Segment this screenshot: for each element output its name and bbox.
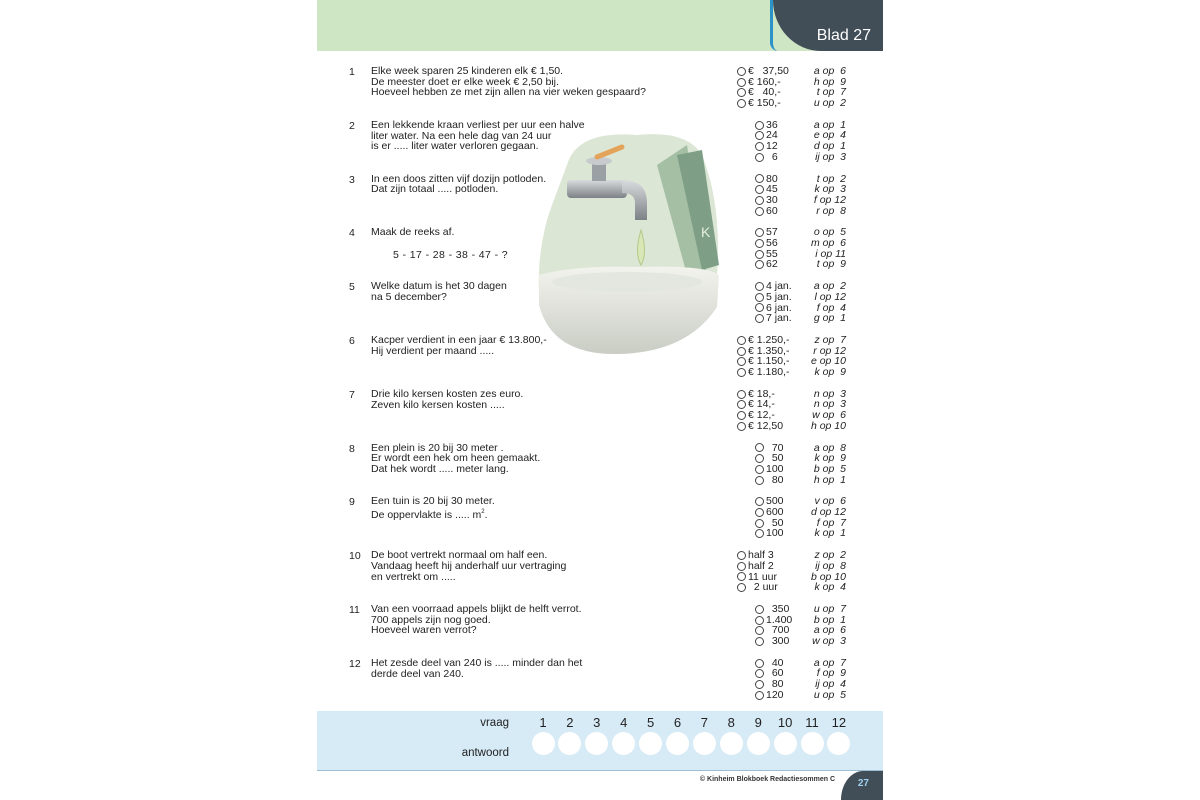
question-number: 10 xyxy=(349,550,361,563)
radio-circle-icon[interactable] xyxy=(755,121,764,130)
letter-code: k op 1 xyxy=(814,527,846,540)
question-line-text: Kacper verdient in een jaar € 13.800,- xyxy=(371,334,547,346)
option-value: 30 xyxy=(766,193,778,206)
radio-circle-icon[interactable] xyxy=(755,185,764,194)
radio-circle-icon[interactable] xyxy=(755,605,764,614)
answer-options xyxy=(755,174,778,217)
question-line xyxy=(371,625,582,636)
letter-code: k op 9 xyxy=(814,452,846,465)
radio-circle-icon[interactable] xyxy=(755,250,764,259)
letter-code: h op 1 xyxy=(813,473,846,486)
letter-code: r op 8 xyxy=(816,204,846,217)
question-text xyxy=(371,227,454,238)
answer-option[interactable] xyxy=(755,206,778,217)
letter-code: v op 6 xyxy=(814,495,846,508)
option-value: 80 xyxy=(766,678,784,691)
radio-circle-icon[interactable] xyxy=(737,368,746,377)
radio-circle-icon[interactable] xyxy=(755,314,764,323)
letter-code: b op 10 xyxy=(810,570,846,583)
question-line-text: Een tuin is 20 bij 30 meter. xyxy=(371,495,495,508)
page-number-tab xyxy=(841,771,883,800)
question-line-text: is er ..... liter water verloren gegaan. xyxy=(371,140,539,153)
letter-code: z op 7 xyxy=(814,334,846,346)
radio-circle-icon[interactable] xyxy=(737,390,746,399)
letter-code: o op 5 xyxy=(813,226,846,239)
radio-circle-icon[interactable] xyxy=(755,669,764,678)
letter-codes xyxy=(808,227,846,270)
question-6 xyxy=(317,335,883,387)
answer-circle[interactable] xyxy=(693,732,716,755)
answer-option[interactable] xyxy=(755,292,792,303)
vraag-number: 7 xyxy=(700,715,708,730)
question-number: 5 xyxy=(349,281,355,294)
radio-circle-icon[interactable] xyxy=(755,626,764,635)
radio-circle-icon[interactable] xyxy=(755,659,764,668)
letter-code: i op 11 xyxy=(815,247,846,260)
letter-code: t op 9 xyxy=(816,258,846,271)
answer-circle[interactable] xyxy=(585,732,608,755)
letter-code: u op 5 xyxy=(813,688,846,701)
letter-code: d op 1 xyxy=(813,140,846,153)
letter-codes xyxy=(808,174,846,217)
letter-code: k op 3 xyxy=(814,183,846,196)
letter-code: e op 4 xyxy=(813,129,846,142)
radio-circle-icon[interactable] xyxy=(737,583,746,592)
question-line-text: Zeven kilo kersen kosten ..... xyxy=(371,398,505,411)
line-end: . xyxy=(484,509,488,522)
question-line-text: Maak de reeks af. xyxy=(371,226,455,239)
letter-code: z op 2 xyxy=(814,549,846,562)
option-value: 50 xyxy=(766,516,784,529)
option-value: € 1.350,- xyxy=(748,344,790,357)
vraag-number: 5 xyxy=(646,715,655,730)
option-value: 5 jan. xyxy=(766,290,792,303)
option-value: 80 xyxy=(766,473,784,486)
letter-code: u op 7 xyxy=(813,603,846,615)
question-line-text: Het zesde deel van 240 is ..... minder dan het xyxy=(371,656,583,669)
letter-codes xyxy=(808,281,846,324)
number-sequence: 5 - 17 - 28 - 38 - 47 - ? xyxy=(393,249,509,262)
question-line-text: Drie kilo kersen kosten zes euro. xyxy=(371,387,524,400)
vraag-number: 8 xyxy=(727,715,735,730)
answer-circle[interactable] xyxy=(827,732,850,755)
answer-circle[interactable] xyxy=(801,732,824,755)
letter-code: a op 6 xyxy=(813,65,846,77)
letter-code: ij op 8 xyxy=(815,559,846,572)
question-text xyxy=(371,174,546,195)
question-line xyxy=(371,227,454,238)
question-line-text: 700 appels zijn nog goed. xyxy=(371,613,491,626)
question-text xyxy=(371,550,566,582)
vraag-number: 4 xyxy=(620,715,628,730)
radio-circle-icon[interactable] xyxy=(755,239,764,248)
question-line-text: Er wordt een hek om heen gemaakt. xyxy=(371,452,541,465)
question-line xyxy=(371,400,523,411)
radio-circle-icon[interactable] xyxy=(737,347,746,356)
answer-option[interactable] xyxy=(737,98,789,109)
radio-circle-icon[interactable] xyxy=(737,400,746,409)
question-line-text: na 5 december? xyxy=(371,290,447,303)
answer-option[interactable] xyxy=(755,152,778,163)
question-line-text: Een lekkende kraan verliest per uur een halve xyxy=(371,118,585,131)
option-value: half 2 xyxy=(748,559,774,572)
letter-code: t op 7 xyxy=(816,86,846,99)
question-1 xyxy=(317,66,883,118)
option-value: 55 xyxy=(766,247,778,260)
question-line-text: Van een voorraad appels blijkt de helft verrot. xyxy=(371,603,582,615)
question-line xyxy=(371,346,547,357)
radio-circle-icon[interactable] xyxy=(755,303,764,312)
letter-code: w op 3 xyxy=(812,635,846,648)
question-line-text: Vandaag heeft hij anderhalf uur vertraging xyxy=(371,559,567,572)
question-10 xyxy=(317,550,883,602)
question-line xyxy=(371,292,507,303)
question-number: 11 xyxy=(349,604,360,616)
option-value: € 12,50 xyxy=(748,419,784,432)
letter-code: b op 1 xyxy=(813,613,846,626)
option-value: 2 uur xyxy=(748,581,778,594)
question-text xyxy=(371,496,495,520)
radio-circle-icon[interactable] xyxy=(737,67,746,76)
option-value: 1.400 xyxy=(766,613,793,626)
question-line xyxy=(371,464,540,475)
option-value: 70 xyxy=(766,441,784,454)
letter-code: a op 6 xyxy=(813,624,846,637)
option-value: 80 xyxy=(766,172,778,185)
option-value: 300 xyxy=(766,635,790,648)
question-8 xyxy=(317,443,883,495)
letter-code: g op 1 xyxy=(813,312,846,325)
question-line xyxy=(371,496,495,507)
letter-code: w op 6 xyxy=(812,409,846,422)
option-value: 45 xyxy=(766,183,778,196)
letter-codes xyxy=(808,120,846,163)
question-number: 6 xyxy=(349,335,355,347)
question-text xyxy=(371,120,585,152)
letter-codes xyxy=(808,604,846,647)
answer-options xyxy=(755,443,784,486)
question-text xyxy=(371,443,540,475)
answer-option[interactable] xyxy=(755,690,784,701)
answer-option[interactable] xyxy=(755,475,784,486)
option-value: 120 xyxy=(766,688,784,701)
question-number: 1 xyxy=(349,66,355,78)
answer-circle[interactable] xyxy=(612,732,635,755)
question-line-text: In een doos zitten vijf dozijn potloden. xyxy=(371,172,547,185)
answer-option[interactable] xyxy=(737,582,778,593)
letter-code: f op 12 xyxy=(813,193,846,206)
question-number: 3 xyxy=(349,173,355,186)
radio-circle-icon[interactable] xyxy=(755,260,764,269)
letter-code: u op 2 xyxy=(813,97,846,110)
question-line xyxy=(371,669,582,680)
question-text xyxy=(371,604,582,636)
option-value: 100 xyxy=(766,462,784,475)
radio-circle-icon[interactable] xyxy=(755,519,764,528)
answer-options xyxy=(737,550,778,593)
letter-code: d op 12 xyxy=(810,506,846,519)
vraag-number: 3 xyxy=(593,715,601,730)
question-line-text: Dat zijn totaal ..... potloden. xyxy=(371,183,499,196)
letter-code: a op 8 xyxy=(813,441,846,454)
footer-divider xyxy=(317,770,883,771)
radio-circle-icon[interactable] xyxy=(755,228,764,237)
option-value: € 37,50 xyxy=(748,65,789,77)
letter-code: h op 10 xyxy=(810,419,846,432)
question-line-text: De boot vertrekt normaal om half een. xyxy=(371,549,548,562)
letter-code: t op 2 xyxy=(816,172,846,185)
letter-code: f op 7 xyxy=(816,516,846,529)
question-line-text: Welke datum is het 30 dagen xyxy=(371,280,507,293)
letter-code: h op 9 xyxy=(813,75,846,88)
question-line xyxy=(371,184,546,195)
radio-circle-icon[interactable] xyxy=(755,174,764,183)
vraag-label: vraag xyxy=(480,717,509,729)
question-4 xyxy=(317,227,883,279)
radio-circle-icon[interactable] xyxy=(755,508,764,517)
answer-options xyxy=(737,389,783,432)
question-7 xyxy=(317,389,883,441)
question-text xyxy=(371,335,547,356)
option-value: 50 xyxy=(766,452,784,465)
superscript: 2 xyxy=(481,509,485,516)
question-5 xyxy=(317,281,883,333)
letter-code: n op 3 xyxy=(813,387,846,400)
question-line-text: Hij verdient per maand ..... xyxy=(371,344,495,357)
answer-options xyxy=(755,227,778,270)
answer-circle[interactable] xyxy=(532,732,555,755)
question-line xyxy=(371,141,585,152)
option-value: 500 xyxy=(766,495,784,508)
radio-circle-icon[interactable] xyxy=(737,572,746,581)
letter-codes xyxy=(808,550,846,593)
answer-options xyxy=(755,496,784,539)
option-value: 57 xyxy=(766,226,778,239)
letter-code: e op 10 xyxy=(810,355,846,368)
question-line-text: Dat hek wordt ..... meter lang. xyxy=(371,463,509,475)
question-text xyxy=(371,658,582,679)
letter-code: f op 4 xyxy=(816,301,846,314)
question-11 xyxy=(317,604,883,656)
question-number: 12 xyxy=(349,657,361,670)
question-text xyxy=(371,389,523,410)
answer-options xyxy=(755,604,792,647)
radio-circle-icon[interactable] xyxy=(755,465,764,474)
question-number: 7 xyxy=(349,388,355,401)
option-value: € 40,- xyxy=(748,86,781,99)
letter-code: a op 1 xyxy=(813,118,846,131)
option-value: 4 jan. xyxy=(766,280,792,293)
vraag-number: 12 xyxy=(831,715,847,730)
answer-circle[interactable] xyxy=(774,732,797,755)
radio-circle-icon[interactable] xyxy=(755,680,764,689)
letter-code: l op 12 xyxy=(814,290,846,303)
option-value: 62 xyxy=(766,258,778,271)
letter-code: m op 6 xyxy=(810,237,846,250)
letter-code: b op 5 xyxy=(813,462,846,475)
answer-circle[interactable] xyxy=(639,732,662,755)
letter-code: a op 7 xyxy=(813,656,846,669)
letter-codes xyxy=(808,66,846,109)
question-number: 8 xyxy=(349,442,355,455)
vraag-number: 11 xyxy=(805,715,819,730)
option-value: € 150,- xyxy=(748,97,781,110)
letter-code: a op 2 xyxy=(813,280,846,293)
answer-option[interactable] xyxy=(755,259,778,270)
vraag-number: 10 xyxy=(777,715,793,730)
vraag-number: 2 xyxy=(566,715,574,730)
option-value: 100 xyxy=(766,527,784,540)
radio-circle-icon[interactable] xyxy=(737,562,746,571)
radio-circle-icon[interactable] xyxy=(755,476,764,485)
option-value: € 160,- xyxy=(748,75,781,88)
radio-circle-icon[interactable] xyxy=(737,336,746,345)
question-line-text: en vertrekt om ..... xyxy=(371,570,456,583)
radio-circle-icon[interactable] xyxy=(737,551,746,560)
letter-code: f op 9 xyxy=(816,667,846,680)
option-value: 7 jan. xyxy=(766,312,792,325)
question-12 xyxy=(317,658,883,710)
option-value: 700 xyxy=(766,624,790,637)
question-line-text: Hoeveel waren verrot? xyxy=(371,624,477,637)
question-number: 9 xyxy=(349,496,355,509)
letter-code: r op 12 xyxy=(813,344,846,357)
radio-circle-icon[interactable] xyxy=(737,411,746,420)
option-value: 40 xyxy=(766,656,784,669)
answer-option[interactable] xyxy=(755,528,784,539)
option-value: 36 xyxy=(766,118,778,131)
option-value: € 1.150,- xyxy=(748,355,790,368)
answer-options xyxy=(737,335,789,378)
option-value: 56 xyxy=(766,237,778,250)
answer-option[interactable] xyxy=(755,313,792,324)
question-line xyxy=(371,87,646,98)
vraag-number: 9 xyxy=(754,715,762,730)
answer-options xyxy=(755,120,778,163)
question-line-text: Hoeveel hebben ze met zijn allen na vier weken gespaard? xyxy=(371,86,646,99)
answer-options xyxy=(755,281,792,324)
question-2 xyxy=(317,120,883,172)
page-number: 27 xyxy=(857,778,869,789)
radio-circle-icon[interactable] xyxy=(737,99,746,108)
letter-codes xyxy=(808,443,846,486)
question-text xyxy=(371,281,507,302)
radio-circle-icon[interactable] xyxy=(737,78,746,87)
answer-options xyxy=(755,658,784,701)
footer-credit: © Kinheim Blokboek Redactiesommen C xyxy=(699,776,835,783)
option-value: € 1.250,- xyxy=(748,334,790,346)
option-value: 60 xyxy=(766,204,778,217)
question-number: 2 xyxy=(349,119,355,132)
letter-code: ij op 3 xyxy=(815,150,846,163)
option-value: 6 jan. xyxy=(766,301,792,314)
radio-circle-icon[interactable] xyxy=(737,422,746,431)
question-line-text: Een plein is 20 bij 30 meter . xyxy=(371,441,504,454)
question-line-text: De oppervlakte is ..... m xyxy=(371,509,482,522)
letter-codes xyxy=(808,389,846,432)
option-value: 350 xyxy=(766,603,790,615)
letter-code: k op 4 xyxy=(814,581,846,594)
question-line-text: derde deel van 240. xyxy=(371,667,464,680)
sheet-label: Blad 27 xyxy=(816,27,871,44)
radio-circle-icon[interactable] xyxy=(755,497,764,506)
option-value: 11 uur xyxy=(748,570,777,583)
question-line-text: liter water. Na een hele dag van 24 uur xyxy=(371,129,552,142)
answer-option[interactable] xyxy=(737,421,783,432)
letter-code: k op 9 xyxy=(814,366,846,379)
option-value: 12 xyxy=(766,140,778,153)
radio-circle-icon[interactable] xyxy=(755,691,764,700)
worksheet-page xyxy=(317,0,883,800)
answer-options xyxy=(737,66,789,109)
question-line-text: Elke week sparen 25 kinderen elk € 1,50. xyxy=(371,65,564,77)
question-line-text: De meester doet er elke week € 2,50 bij. xyxy=(371,75,559,88)
radio-circle-icon[interactable] xyxy=(755,529,764,538)
option-value: € 14,- xyxy=(748,398,775,411)
answer-grid xyxy=(317,711,883,770)
radio-circle-icon[interactable] xyxy=(755,616,764,625)
option-value: half 3 xyxy=(748,549,774,562)
answer-option[interactable] xyxy=(737,367,789,378)
radio-circle-icon[interactable] xyxy=(737,88,746,97)
radio-circle-icon[interactable] xyxy=(737,357,746,366)
letter-code: ij op 4 xyxy=(815,678,846,691)
question-text xyxy=(371,66,646,98)
radio-circle-icon[interactable] xyxy=(755,637,764,646)
letter-codes xyxy=(808,335,846,378)
radio-circle-icon[interactable] xyxy=(755,443,764,452)
answer-circle[interactable] xyxy=(666,732,689,755)
question-line xyxy=(371,507,495,521)
radio-circle-icon[interactable] xyxy=(755,153,764,162)
option-value: € 1.180,- xyxy=(748,366,790,379)
question-number: 4 xyxy=(349,227,355,240)
option-value: 6 xyxy=(766,150,778,163)
option-value: 600 xyxy=(766,506,784,519)
radio-circle-icon[interactable] xyxy=(755,293,764,302)
letter-codes xyxy=(808,658,846,701)
radio-circle-icon[interactable] xyxy=(755,131,764,140)
radio-circle-icon[interactable] xyxy=(755,454,764,463)
antwoord-label: antwoord xyxy=(461,747,509,759)
question-9 xyxy=(317,496,883,548)
vraag-number: 1 xyxy=(539,715,547,730)
option-value: 60 xyxy=(766,667,784,680)
answer-circle[interactable] xyxy=(558,732,581,755)
answer-circle[interactable] xyxy=(747,732,770,755)
option-value: € 18,- xyxy=(748,387,775,400)
watermark-letter: K xyxy=(701,224,711,240)
answer-circle[interactable] xyxy=(720,732,743,755)
letter-codes xyxy=(808,496,846,539)
vraag-number: 6 xyxy=(673,715,682,730)
option-value: 24 xyxy=(766,129,778,142)
question-line xyxy=(371,572,566,583)
radio-circle-icon[interactable] xyxy=(755,142,764,151)
option-value: € 12,- xyxy=(748,409,775,422)
question-3 xyxy=(317,174,883,226)
answer-option[interactable] xyxy=(737,561,778,572)
radio-circle-icon[interactable] xyxy=(755,207,764,216)
radio-circle-icon[interactable] xyxy=(755,196,764,205)
answer-option[interactable] xyxy=(755,636,792,647)
radio-circle-icon[interactable] xyxy=(755,282,764,291)
letter-code: n op 3 xyxy=(813,398,846,411)
